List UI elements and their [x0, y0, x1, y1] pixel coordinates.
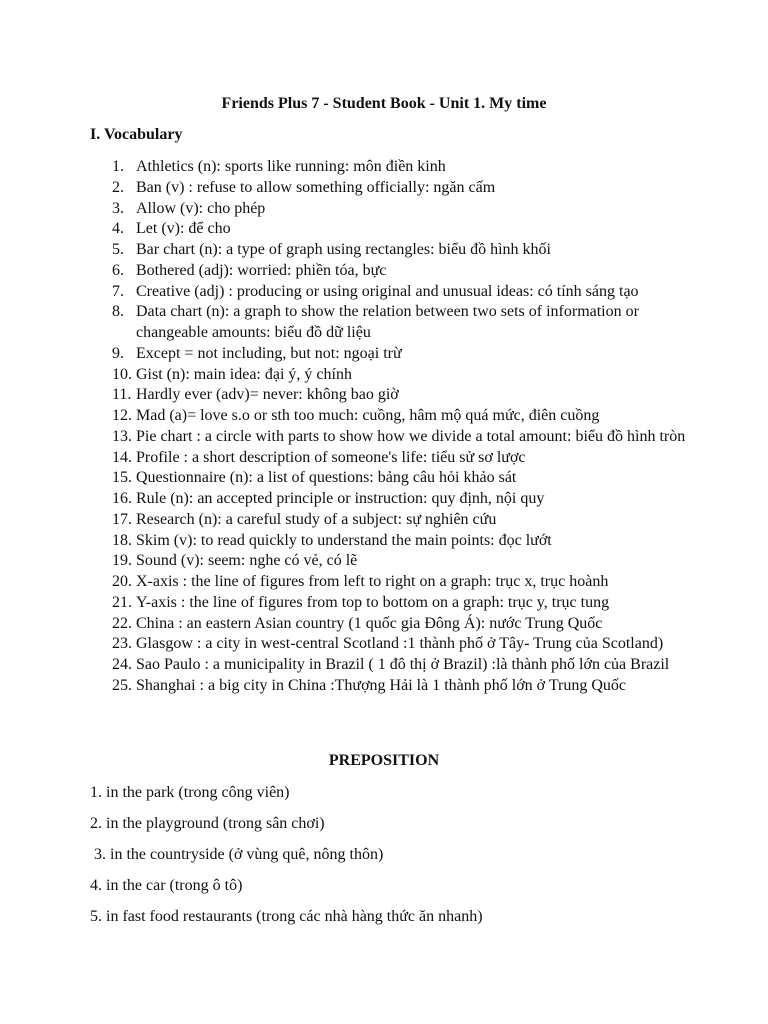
item-text: Bothered (adj): worried: phiền tóa, bực: [136, 261, 387, 279]
preposition-heading: PREPOSITION: [328, 752, 440, 769]
list-item: [0, 531, 768, 552]
item-text: Gist (n): main idea: đại ý, ý chính: [136, 365, 352, 383]
item-text: Creative (adj) : producing or using original and unusual ideas: có tính sáng tạo: [136, 282, 639, 300]
item-number: 13.: [112, 427, 132, 445]
item-text: Ban (v) : refuse to allow something officially: ngăn cấm: [136, 178, 496, 196]
item-number: 6.: [112, 261, 124, 279]
item-text: Pie chart : a circle with parts to show how we divide a total amount: biểu đồ hình tròn: [136, 427, 686, 445]
item-number: 7.: [112, 282, 124, 300]
item-number: 24.: [112, 656, 132, 673]
list-item: [0, 593, 768, 614]
list-item: [0, 406, 768, 427]
list-item: [0, 448, 768, 469]
list-item: [0, 510, 768, 531]
list-item: [0, 178, 768, 199]
item-number: 20.: [112, 573, 132, 590]
list-item: [0, 634, 768, 655]
preposition-list: [90, 783, 483, 938]
item-number: 17.: [112, 510, 132, 528]
item-number: 9.: [112, 344, 124, 362]
item-text: Data chart (n): a graph to show the relation between two sets of information or changeable amounts: biểu đồ dữ liệu: [136, 303, 639, 341]
list-item: [0, 468, 768, 489]
item-number: 16.: [112, 490, 132, 507]
list-item: [0, 157, 768, 178]
item-text: Profile : a short description of someone's life: tiểu sử sơ lược: [136, 448, 526, 466]
item-number: 15.: [112, 469, 132, 487]
list-item: [0, 261, 768, 282]
item-number: 21.: [112, 593, 132, 611]
list-item: [0, 427, 768, 448]
item-number: 11.: [112, 386, 132, 404]
item-number: 23.: [112, 635, 132, 653]
list-item: [0, 199, 768, 220]
list-item: [0, 676, 768, 697]
item-text: Research (n): a careful study of a subject: sự nghiên cứu: [136, 510, 497, 528]
item-number: 18.: [112, 531, 132, 549]
vocabulary-list: [0, 157, 768, 697]
item-text: Skim (v): to read quickly to understand the main points: đọc lướt: [136, 531, 552, 549]
item-text: Mad (a)= love s.o or sth too much: cuồng, hâm mộ quá mức, điên cuồng: [136, 407, 600, 424]
list-item: 3. in the countryside (ở vùng quê, nông thôn): [90, 846, 384, 863]
item-text: Questionnaire (n): a list of questions: bảng câu hỏi khảo sát: [136, 469, 517, 487]
list-item: [0, 614, 768, 635]
item-text: Sao Paulo : a municipality in Brazil ( 1 đô thị ở Brazil) :là thành phố lớn của Brazil: [136, 656, 670, 673]
vocabulary-heading: I. Vocabulary: [90, 126, 183, 143]
list-item: [0, 344, 768, 365]
item-number: 2.: [112, 178, 124, 196]
item-number: 14.: [112, 448, 132, 466]
list-item: [0, 302, 768, 344]
item-number: 5.: [112, 241, 124, 258]
item-text: X-axis : the line of figures from left to right on a graph: trục x, trục hoành: [136, 573, 609, 590]
item-number: 19.: [112, 552, 132, 570]
item-text: Except = not including, but not: ngoại trừ: [136, 344, 402, 362]
item-text: Y-axis : the line of figures from top to bottom on a graph: trục y, trục tung: [136, 593, 610, 611]
item-text: Let (v): để cho: [136, 220, 231, 238]
list-item: [0, 365, 768, 386]
item-text: Athletics (n): sports like running: môn điền kinh: [136, 158, 446, 175]
item-text: Hardly ever (adv)= never: không bao giờ: [136, 386, 399, 404]
list-item: 5. in fast food restaurants (trong các nhà hàng thức ăn nhanh): [90, 908, 483, 925]
list-item: [0, 385, 768, 406]
list-item: [0, 655, 768, 676]
list-item: [0, 282, 768, 303]
item-text: China : an eastern Asian country (1 quốc gia Đông Á): nước Trung Quốc: [136, 614, 603, 632]
item-text: Shanghai : a big city in China :Thượng Hải là 1 thành phố lớn ở Trung Quốc: [136, 676, 627, 694]
list-item: 1. in the park (trong công viên): [90, 784, 290, 801]
item-number: 25.: [112, 676, 132, 694]
list-item: 2. in the playground (trong sân chơi): [90, 815, 325, 832]
item-number: 3.: [112, 199, 124, 217]
list-item: [0, 551, 768, 572]
document-title: Friends Plus 7 - Student Book - Unit 1. My time: [221, 95, 547, 112]
item-text: Rule (n): an accepted principle or instruction: quy định, nội quy: [136, 490, 545, 507]
item-text: Bar chart (n): a type of graph using rectangles: biểu đồ hình khối: [136, 241, 551, 258]
item-number: 4.: [112, 220, 124, 238]
item-text: Allow (v): cho phép: [136, 199, 266, 217]
item-number: 1.: [112, 158, 124, 175]
item-text: Sound (v): seem: nghe có vẻ, có lẽ: [136, 552, 358, 570]
item-number: 8.: [112, 303, 124, 321]
list-item: [0, 219, 768, 240]
item-number: 12.: [112, 407, 132, 424]
list-item: [0, 489, 768, 510]
list-item: [0, 240, 768, 261]
item-number: 22.: [112, 614, 132, 632]
list-item: [0, 572, 768, 593]
item-text: Glasgow : a city in west-central Scotland :1 thành phố ở Tây- Trung của Scotland): [136, 635, 664, 653]
list-item: 4. in the car (trong ô tô): [90, 877, 243, 894]
item-number: 10.: [112, 365, 132, 383]
